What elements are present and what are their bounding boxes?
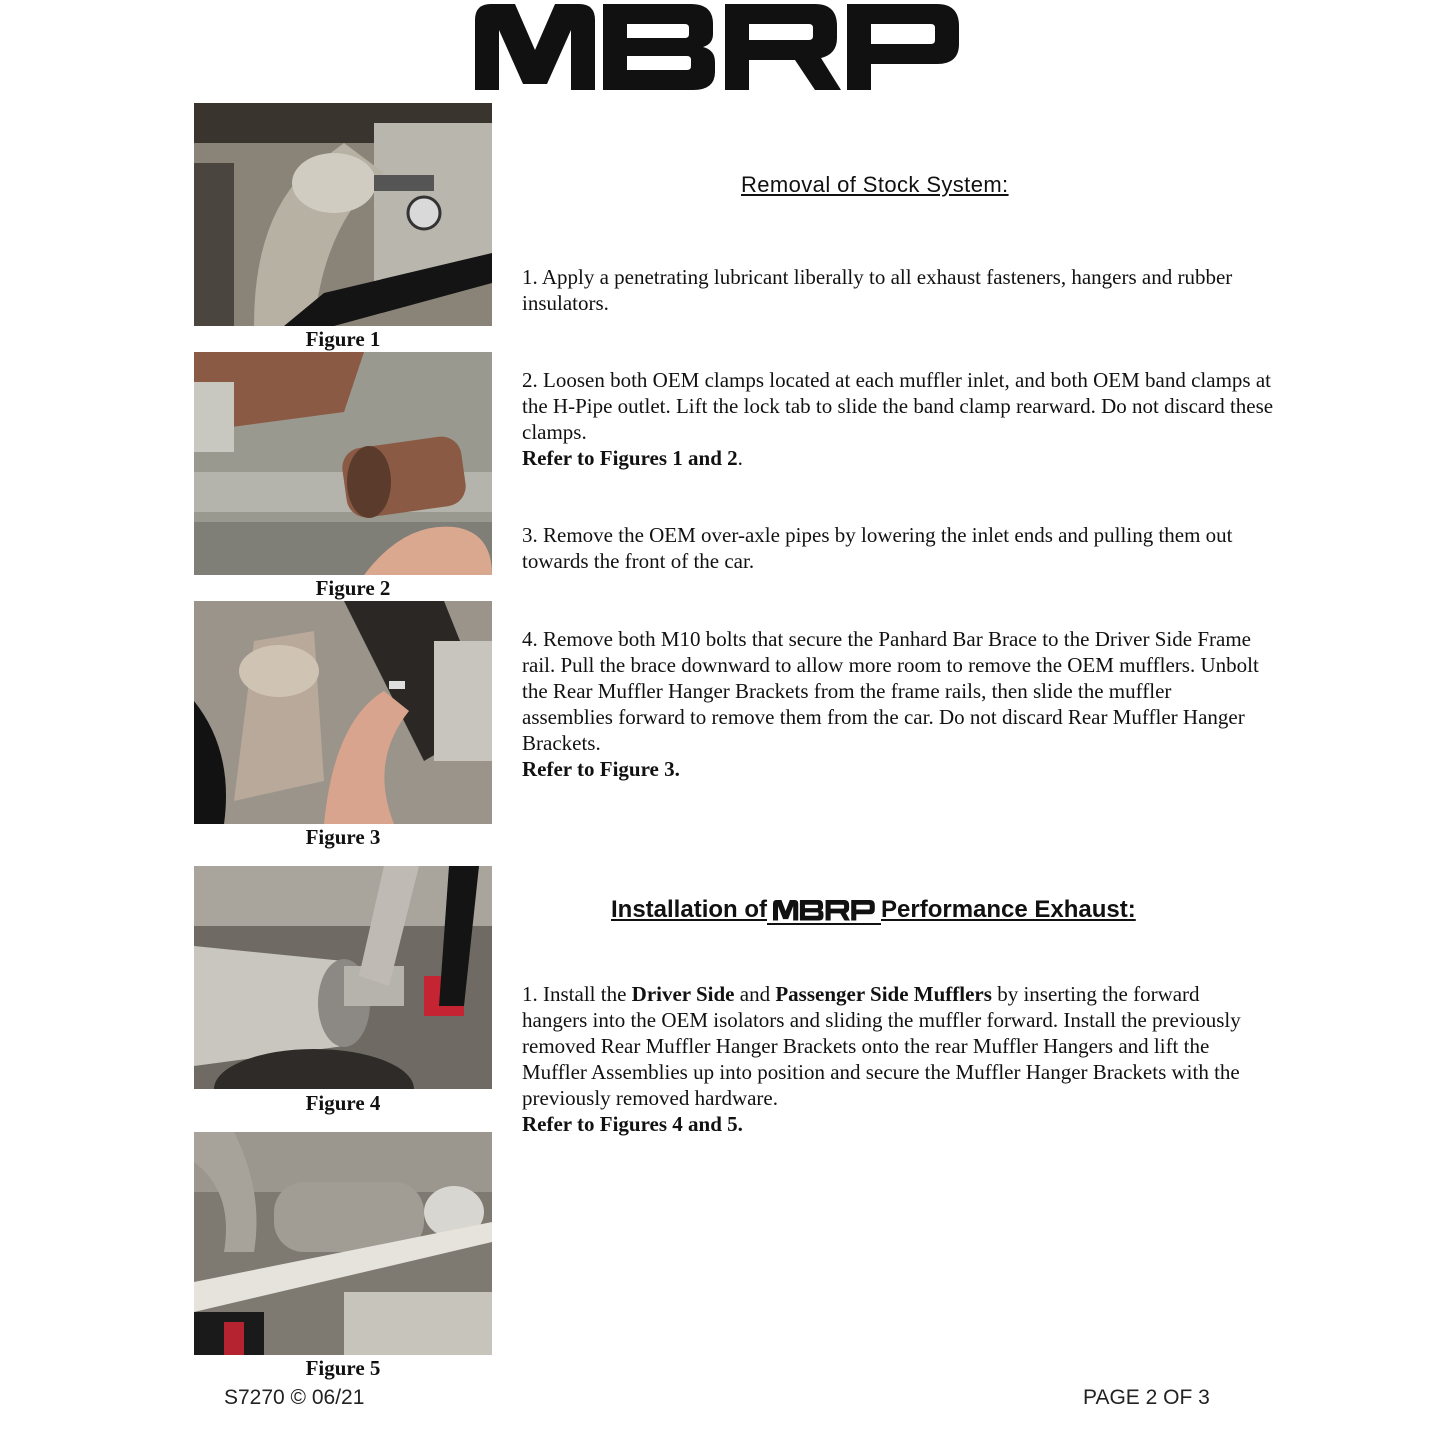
removal-step-3-text: 3. Remove the OEM over-axle pipes by lowering the inlet ends and pulling them out towards the front of the car. [522,523,1233,573]
figure-3-photo [194,601,492,824]
installation-step-1-p3: by inserting the forward hangers into the OEM isolators and sliding the muffler forward. Install the previously removed Rear Muffler Hanger Brackets onto the rear Muffler Hangers and lift the Muffler Assemblies up into position and secure the Muffler Hanger Brackets with the previously removed hardware. [522,982,1241,1110]
removal-heading: Removal of Stock System: [741,172,1009,197]
installation-step-1-passenger-side: Passenger Side Mufflers [775,982,992,1006]
figure-3-caption: Figure 3 [305,825,381,849]
installation-step-1-p2: and [734,982,776,1006]
removal-step-2 [522,367,1282,471]
page-number: PAGE 2 OF 3 [1083,1386,1210,1409]
figure-4-photo [194,866,492,1089]
removal-step-4-ref: Refer to Figure 3. [522,757,680,781]
installation-heading-logo [773,899,875,921]
figure-2-caption: Figure 2 [315,576,391,600]
removal-step-2-ref-suffix: . [737,446,743,470]
removal-step-4-text: 4. Remove both M10 bolts that secure the Panhard Bar Brace to the Driver Side Frame rail. Pull the brace downward to allow more room to remove the OEM mufflers. Unbolt the Rear Muffler Hanger Brackets from the frame rails, then slide the muffler assemblies forward to remove them from the car. Do not discard Rear Muffler Hanger Brackets. [522,627,1259,755]
installation-heading-suffix: Performance Exhaust: [881,896,1136,923]
figure-5-caption: Figure 5 [305,1356,381,1380]
removal-step-1 [522,264,1282,316]
removal-step-4 [522,626,1267,782]
figure-5-photo [194,1132,492,1355]
installation-step-1-driver-side: Driver Side [631,982,735,1006]
document-code: S7270 © 06/21 [224,1386,365,1409]
mbrp-logo [475,0,960,92]
removal-step-3 [522,522,1282,574]
figure-4-caption: Figure 4 [305,1091,381,1115]
installation-heading-prefix: Installation of [611,896,767,923]
installation-step-1-p1: 1. Install the [522,982,632,1006]
removal-step-2-text: 2. Loosen both OEM clamps located at each muffler inlet, and both OEM band clamps at the H-Pipe outlet. Lift the lock tab to slide the band clamp rearward. Do not discard these clamps. [522,368,1274,444]
installation-heading [611,896,1136,924]
figure-2-photo [194,352,492,575]
mbrp-logo-graphic [475,0,960,92]
installation-step-1 [522,981,1267,1137]
figure-1-caption: Figure 1 [305,327,381,351]
figure-1-photo [194,103,492,326]
removal-step-2-ref: Refer to Figures 1 and 2 [522,446,738,470]
removal-step-1-text: 1. Apply a penetrating lubricant liberally to all exhaust fasteners, hangers and rubber insulators. [522,265,1233,315]
installation-step-1-ref: Refer to Figures 4 and 5. [522,1112,743,1136]
